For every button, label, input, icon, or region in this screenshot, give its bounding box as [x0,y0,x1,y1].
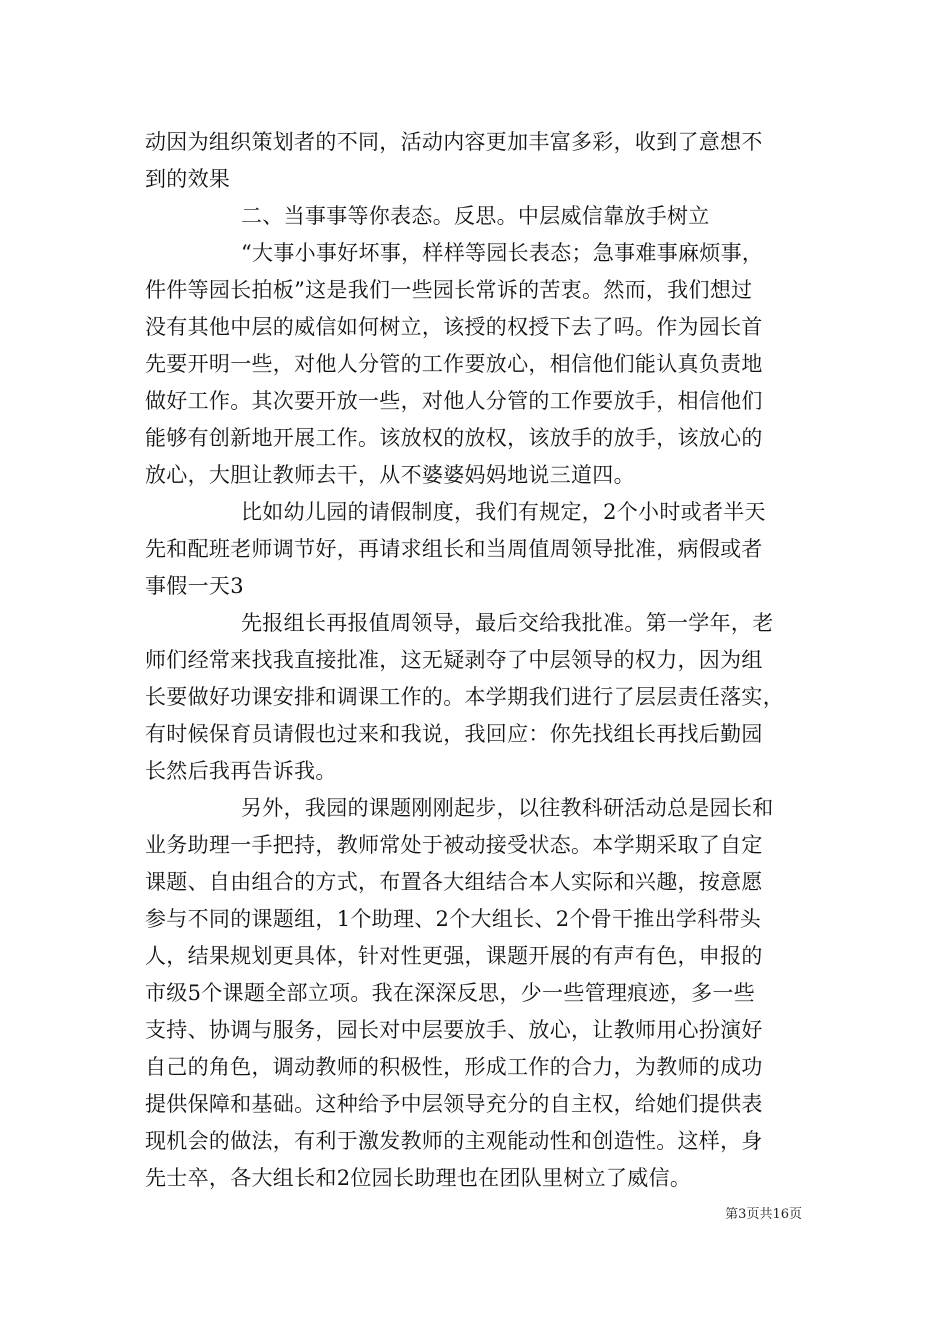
text-line: 先士卒，各大组长和2位园长助理也在团队里树立了威信。 [145,1166,692,1190]
paragraph-first-line: 比如幼儿园的请假制度，我们有规定，2个小时或者半天 [241,500,766,524]
text-line: 能够有创新地开展工作。该放权的放权，该放手的放手，该放心的 [145,426,763,450]
text-line: 到的效果 [145,167,231,191]
text-line: 人，结果规划更具体，针对性更强，课题开展的有声有色，申报的 [145,944,763,968]
text-line: 事假一天3 [145,574,244,598]
document-body [145,124,811,1197]
text-line: 支持、协调与服务，园长对中层要放手、放心，让教师用心扮演好 [145,1018,763,1042]
text-line: 件件等园长拍板”这是我们一些园长常诉的苦衷。然而，我们想过 [145,278,753,302]
text-line: 提供保障和基础。这种给予中层领导充分的自主权，给她们提供表 [145,1092,763,1116]
text-line: 师们经常来找我直接批准，这无疑剥夺了中层领导的权力，因为组 [145,648,763,672]
text-line: 业务助理一手把持，教师常处于被动接受状态。本学期采取了自定 [145,833,763,857]
text-line: 没有其他中层的威信如何树立，该授的权授下去了吗。作为园长首 [145,315,763,339]
page-number: 第3页共16页 [725,1207,802,1222]
text-line: 做好工作。其次要开放一些，对他人分管的工作要放手，相信他们 [145,389,763,413]
text-line: 放心，大胆让教师去干，从不婆婆妈妈地说三道四。 [145,463,635,487]
text-line: 有时候保育员请假也过来和我说，我回应：你先找组长再找后勤园 [145,722,763,746]
text-line: 长然后我再告诉我。 [145,759,337,783]
paragraph-first-line: 另外，我园的课题刚刚起步，以往教科研活动总是园长和 [241,796,774,820]
paragraph-first-line: 二、当事事等你表态。反思。中层威信靠放手树立 [241,204,710,228]
paragraph-first-line: “大事小事好坏事，样样等园长表态；急事难事麻烦事， [241,241,764,265]
text-line: 现机会的做法，有利于激发教师的主观能动性和创造性。这样，身 [145,1129,763,1153]
text-line: 先要开明一些，对他人分管的工作要放心，相信他们能认真负责地 [145,352,763,376]
text-line: 参与不同的课题组，1个助理、2个大组长、2个骨干推出学科带头 [145,907,762,931]
text-line: 长要做好功课安排和调课工作的。本学期我们进行了层层责任落实， [145,685,784,709]
text-line: 课题、自由组合的方式，布置各大组结合本人实际和兴趣，按意愿 [145,870,763,894]
text-line: 动因为组织策划者的不同，活动内容更加丰富多彩，收到了意想不 [145,130,763,154]
paragraph-first-line: 先报组长再报值周领导，最后交给我批准。第一学年，老 [241,611,774,635]
text-line: 自己的角色，调动教师的积极性，形成工作的合力，为教师的成功 [145,1055,763,1079]
text-line: 市级5个课题全部立项。我在深深反思，少一些管理痕迹，多一些 [145,981,756,1005]
text-line: 先和配班老师调节好，再请求组长和当周值周领导批准，病假或者 [145,537,763,561]
